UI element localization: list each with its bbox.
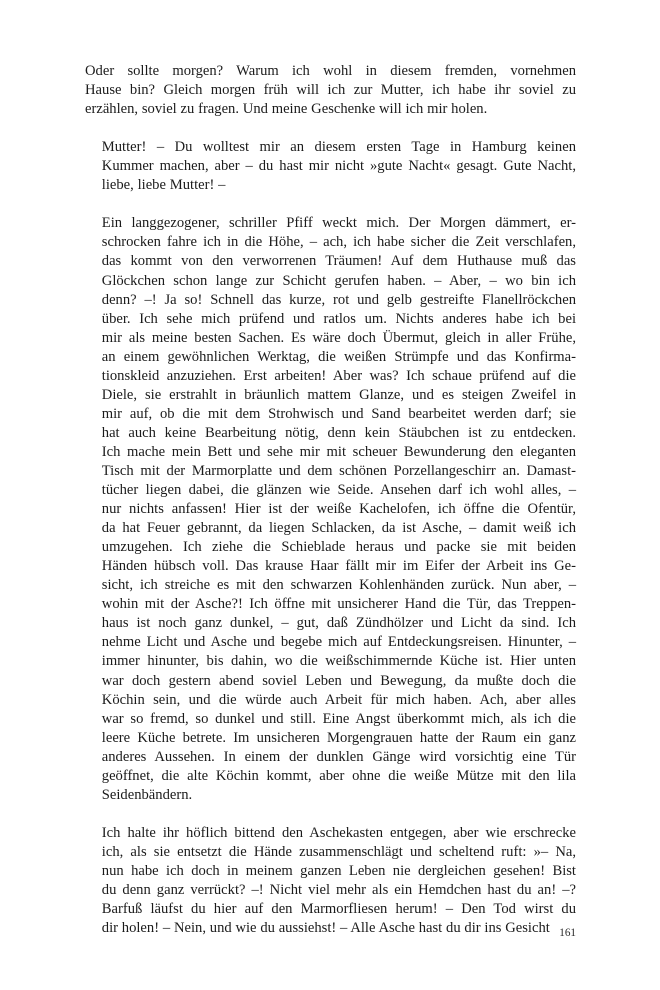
text-line: Tisch mit der Marmorplatte und dem schönen Porzellangeschirr an. Damast-	[101, 462, 576, 479]
text-line: dir holen! – Nein, und wie du aussiehst! – Alle Asche hast du dir ins Gesicht	[101, 920, 550, 937]
text-line: hat auch keine Bearbeitung nötig, denn kein Stäubchen ist zu entdecken.	[101, 424, 576, 441]
text-line: Ich halte ihr höflich bittend den Aschekasten entgegen, aber wie erschrecke	[101, 824, 576, 841]
text-line: nehme Licht und Asche und begebe mich auf Entdeckungsreisen. Hinunter, –	[101, 634, 576, 651]
paragraph	[85, 138, 576, 214]
text-line: sicht, ich streiche es mit den schwarzen Kohlenhänden zurück. Nun aber, –	[101, 577, 576, 594]
text-line: Ich mache mein Bett und sehe mir mit scheuer Bewunderung den eleganten	[101, 443, 576, 460]
text-line: nur nichts anfassen! Hier ist der weiße Kachelofen, ich öffne die Ofentür,	[101, 501, 576, 518]
text-line: Oder sollte morgen? Warum ich wohl in diesem fremden, vornehmen	[85, 63, 576, 79]
text-line: Köchin sein, und die würde auch Arbeit für mich haben. Ach, aber alles	[101, 691, 576, 708]
text-line: anderes Aussehen. In einem der dunklen Gänge wird vorsichtig eine Tür	[101, 748, 576, 765]
text-line: das kommt von den verworrenen Träumen! Auf dem Huthause muß das	[101, 253, 576, 270]
text-line: Händen hübsch voll. Das krause Haar fällt mir im Eifer der Arbeit ins Ge-	[101, 558, 576, 575]
text-line: mir als meine besten Sachen. Es wäre doch Übermut, gleich in aller Frühe,	[101, 329, 576, 346]
text-line: Glöckchen schon lange zur Schicht gerufen haben. – Aber, – wo bin ich	[101, 272, 576, 289]
page-body-text	[85, 62, 576, 957]
text-line: du denn ganz verrückt? –! Nicht viel mehr als ein Hemdchen hast du an! –?	[101, 882, 576, 899]
page-number: 161	[559, 927, 576, 939]
text-line: ich, als sie entsetzt die Hände zusammenschlägt und scheltend ruft: »– Na,	[101, 843, 576, 860]
text-line: tionskleid anzuziehen. Erst arbeiten! Aber was? Ich schaue prüfend auf die	[101, 367, 576, 384]
text-line: an einem gewöhnlichen Werktag, die weißen Strümpfe und das Konfirma-	[101, 348, 576, 365]
text-line: leere Küche betrete. Im unsicheren Morgengrauen hatte der Raum ein ganz	[101, 729, 576, 746]
text-line: schrocken fahre ich in die Höhe, – ach, ich habe sicher die Zeit verschlafen,	[101, 234, 576, 251]
text-line: geöffnet, die alte Köchin kommt, aber ohne die weiße Mütze mit den lila	[101, 767, 576, 784]
text-line: denn? –! Ja so! Schnell das kurze, rot und gelb gestreifte Flanellröckchen	[101, 291, 576, 308]
text-line: umzugehen. Ich ziehe die Schieblade heraus und packe sie mit beiden	[101, 539, 576, 556]
text-line: nun habe ich doch in meinem ganzen Leben nie dergleichen gesehen! Bist	[101, 862, 576, 879]
text-line: haus ist noch ganz dunkel, – gut, daß Zündhölzer und Licht da sind. Ich	[101, 615, 576, 632]
text-line: Barfuß läufst du hier auf den Marmorfliesen herum! – Den Tod wirst du	[101, 901, 576, 918]
text-line: über. Ich sehe mich prüfend und ratlos um. Nichts anderes habe ich bei	[101, 310, 576, 327]
paragraph	[85, 62, 576, 138]
paragraph	[85, 214, 576, 824]
text-line: immer hinunter, bis dahin, wo die weißschimmernde Küche ist. Hier unten	[101, 653, 576, 670]
text-line: war so fremd, so dunkel und still. Eine Angst überkommt mich, als ich die	[101, 710, 576, 727]
text-line: erzählen, soviel zu fragen. Und meine Geschenke will ich mir holen.	[85, 101, 488, 118]
text-line: Seidenbändern.	[101, 786, 193, 803]
text-line: war doch gestern abend soviel Leben und Bewegung, da mußte doch die	[101, 672, 576, 689]
paragraph	[85, 824, 576, 957]
text-line: liebe, liebe Mutter! –	[101, 177, 226, 194]
text-line: Hause bin? Gleich morgen früh will ich zur Mutter, ich habe ihr soviel zu	[85, 82, 576, 99]
text-line: wohin mit der Asche?! Ich öffne mit unsicherer Hand die Tür, das Treppen-	[101, 596, 576, 613]
text-line: mir auf, ob die mit dem Strohwisch und Sand bearbeitet werden darf; sie	[101, 405, 576, 422]
text-line: Ein langgezogener, schriller Pfiff weckt mich. Der Morgen dämmert, er-	[101, 215, 576, 232]
text-line: tücher liegen dabei, die glänzen wie Seide. Ansehen darf ich wohl alles, –	[101, 482, 576, 499]
text-line: Diele, sie erstrahlt in bräunlich mattem Glanze, und es steigen Zweifel in	[101, 386, 576, 403]
text-line: Mutter! – Du wolltest mir an diesem ersten Tage in Hamburg keinen	[101, 139, 576, 156]
text-line: da hat Feuer gebrannt, da liegen Schlacken, da ist Asche, – damit weiß ich	[101, 520, 576, 537]
text-line: Kummer machen, aber – du hast mir nicht »gute Nacht« gesagt. Gute Nacht,	[101, 158, 576, 175]
